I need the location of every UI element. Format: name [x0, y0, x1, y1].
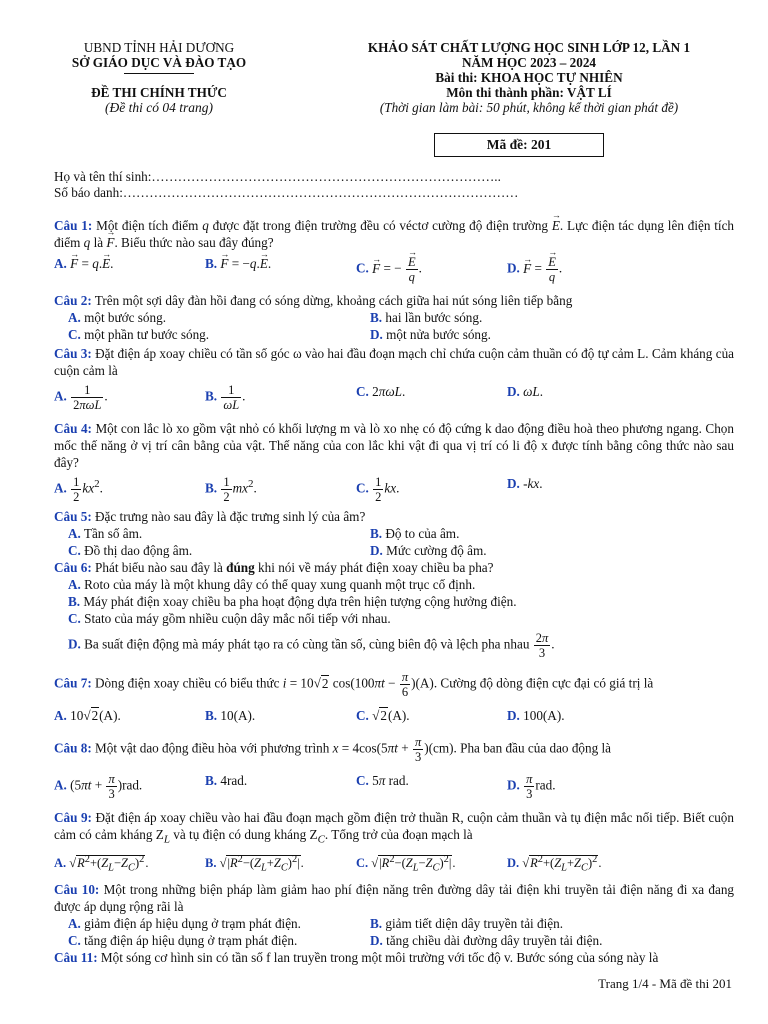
question-number: Câu 6:	[54, 560, 92, 575]
answer-b[interactable]: B. Máy phát điện xoay chiều ba pha hoạt động dựa trên hiện tượng cộng hưởng điện.	[68, 594, 517, 609]
candidate-name-line: Họ và tên thí sinh:……………………………………………………………………..	[54, 169, 501, 184]
answer-b[interactable]: B. 10(A).	[205, 708, 256, 723]
answer-row	[54, 915, 734, 932]
answer-a[interactable]: A. $\frac{1}{2}$ $kx^2$.	[54, 475, 103, 504]
header-right	[324, 40, 734, 115]
question-number: Câu 1:	[54, 218, 93, 233]
answer-c[interactable]: C. tăng điện áp hiệu dụng ở trạm phát điện.	[68, 933, 298, 949]
time-note: (Thời gian làm bài: 50 phút, không kể thời gian phát đề)	[379, 100, 679, 115]
page-footer: Trang 1/4 - Mã đề thi 201	[598, 976, 732, 991]
answer-c[interactable]: C. 5π rad.	[356, 773, 409, 788]
answer-d[interactable]: D. -kx.	[507, 476, 543, 491]
component-subject: Môn thi thành phần: VẬT LÍ	[446, 85, 612, 100]
answer-a[interactable]: A. 10√2(A).	[54, 708, 121, 723]
answer-c[interactable]: C. √2(A).	[356, 708, 410, 723]
question-text: . Tổng trở của đoạn mạch là	[324, 827, 473, 842]
answer-c[interactable]: C. Đồ thị dao động âm.	[68, 543, 193, 558]
emphasis: đúng	[226, 560, 255, 575]
province-line: UBND TỈNH HẢI DƯƠNG	[83, 40, 235, 55]
answer-row	[54, 309, 734, 326]
school-year: NĂM HỌC 2023 – 2024	[461, 55, 597, 70]
answer-row	[54, 326, 734, 343]
question-2	[54, 292, 734, 309]
question-text: Đặt điện áp xoay chiều có tần số góc ω vào hai đầu đoạn mạch chỉ chứa cuộn cảm thuần có độ tự cảm L. Cảm kháng của cuộn cảm là	[54, 346, 735, 378]
question-text: Phát biểu nào sau đây là	[95, 560, 223, 575]
question-10	[54, 881, 734, 915]
answer-row	[54, 932, 734, 949]
answer-c[interactable]: C. 2πωL.	[356, 384, 406, 399]
vector-f: → F	[106, 234, 114, 251]
exam-subject: Bài thi: KHOA HỌC TỰ NHIÊN	[435, 70, 623, 85]
answer-d[interactable]: D. Ba suất điện động mà máy phát tạo ra có cùng tần số, cùng biên độ và lệch pha nhau $\frac{2\pi}{3}$ .	[68, 631, 555, 660]
department-line: SỞ GIÁO DỤC VÀ ĐÀO TẠO	[71, 55, 247, 70]
answer-row	[54, 475, 734, 504]
candidate-info	[54, 169, 734, 201]
question-number: Câu 3:	[54, 346, 92, 361]
answer-a[interactable]: A. → F = q.→ E.	[54, 255, 205, 284]
answer-row	[54, 707, 734, 725]
question-number: Câu 8:	[54, 740, 92, 756]
question-text: . Biểu thức nào sau đây đúng?	[114, 235, 274, 250]
question-number: Câu 9:	[54, 810, 92, 825]
answer-b[interactable]: B. $√|R^2-(Z_L+Z_C)^2|$.	[205, 853, 304, 874]
answer-b[interactable]: B. $\frac{1}{\omega L}$ .	[205, 383, 246, 412]
question-text: Một điện tích điểm	[96, 218, 199, 233]
answer-d[interactable]: D. ωL.	[507, 384, 544, 399]
question-4	[54, 420, 734, 471]
header-left	[54, 40, 264, 115]
exam-page	[54, 40, 734, 966]
question-text: và tụ điện có dung kháng Z	[173, 827, 318, 842]
exam-title: KHẢO SÁT CHẤT LƯỢNG HỌC SINH LỚP 12, LẦN 1	[367, 40, 691, 55]
answer-c[interactable]: C. → F = − → $\frac{E}{q}$ .	[356, 255, 507, 284]
question-text: được đặt trong điện trường đều có véctơ cường độ điện trường	[212, 218, 549, 233]
exam-header	[54, 40, 734, 115]
answer-d[interactable]: D. $\frac{\pi}{3}$ rad.	[507, 772, 556, 801]
question-text: Dòng điện xoay chiều có biểu thức	[95, 675, 280, 691]
exam-code-box: Mã đề: 201	[434, 133, 604, 157]
question-text: Đặt điện áp xoay chiều vào hai đầu đoạn mạch gồm điện trở thuần R, cuộn cảm thuần và tụ điện mắc nối tiếp. Biết cuộn cảm có cảm kháng Z	[54, 810, 734, 842]
answer-a[interactable]: A. Tần số âm.	[68, 526, 143, 541]
question-3	[54, 345, 734, 379]
official-exam-label: ĐỀ THI CHÍNH THỨC	[91, 85, 227, 100]
question-number: Câu 10:	[54, 882, 100, 898]
question-text: Đặc trưng nào sau đây là đặc trưng sinh lý của âm?	[95, 509, 366, 524]
page-count-note: (Đề thi có 04 trang)	[105, 100, 213, 115]
answer-c[interactable]: C. $√|R^2-(Z_L-Z_C)^2|$.	[356, 853, 456, 874]
question-text: . Cường độ dòng điện cực đại có giá trị là	[433, 675, 654, 691]
answer-row	[54, 383, 734, 412]
question-text: Một vật dao động điều hòa với phương trình	[95, 740, 330, 756]
question-number: Câu 5:	[54, 509, 92, 524]
question-text: Một sóng cơ hình sin có tần số f lan truyền trong một môi trường với tốc độ v. Bước sóng của sóng này là	[100, 950, 659, 966]
answer-b[interactable]: B. Độ to của âm.	[370, 526, 460, 541]
question-text: . Pha ban đầu của dao động là	[453, 740, 612, 756]
question-text: Trên một sợi dây đàn hồi đang có sóng dừng, khoảng cách giữa hai nút sóng liên tiếp bằng	[94, 293, 573, 308]
answer-d[interactable]: D. 100(A).	[507, 708, 565, 723]
symbol: q	[83, 235, 91, 250]
question-number: Câu 7:	[54, 675, 92, 691]
answer-a[interactable]: A. một bước sóng.	[68, 310, 167, 325]
question-number: Câu 11:	[54, 950, 98, 966]
answer-b[interactable]: B. → F = −q.→ E.	[205, 255, 356, 284]
answer-row	[54, 525, 734, 542]
answer-b[interactable]: B. $\frac{1}{2}$ $mx^2$.	[205, 475, 257, 504]
answer-row	[54, 772, 734, 801]
symbol: q	[202, 218, 209, 233]
answer-row	[54, 542, 734, 559]
answer-d[interactable]: D. → F = → $\frac{E}{q}$ .	[507, 255, 658, 284]
answer-c[interactable]: C. Stato của máy gồm nhiều cuộn dây mắc nối tiếp với nhau.	[68, 611, 391, 626]
question-text: Một trong những biện pháp làm giảm hao phí điện năng trên đường dây tải điện khi truyền tải điện năng đi xa đang được áp dụng rộng rãi là	[54, 882, 735, 915]
answer-a[interactable]: A. giảm điện áp hiệu dụng ở trạm phát điện.	[68, 916, 301, 932]
question-text: Một con lắc lò xo gồm vật nhỏ có khối lượng m và lò xo nhẹ có độ cứng k dao động điều hoà theo phương ngang. Chọn mốc thế năng ở vị trí cân bằng của vật. Thế năng của con lắc khi vật đi qua vị trí có li độ x được tính bằng công thức nào sau đây?	[54, 421, 734, 470]
question-5	[54, 508, 734, 525]
answer-a[interactable]: A. (5πt + $\frac{\pi}{3}$ )rad.	[54, 772, 143, 801]
question-11	[54, 949, 734, 966]
answer-c[interactable]: C. $\frac{1}{2}$ kx.	[356, 475, 400, 504]
question-number: Câu 2:	[54, 293, 92, 308]
answer-b[interactable]: B. hai lần bước sóng.	[370, 310, 483, 325]
answer-b[interactable]: B. giảm tiết diện dây truyền tải điện.	[370, 916, 564, 932]
answer-row	[54, 851, 734, 878]
answer-b[interactable]: B. 4rad.	[205, 773, 248, 788]
answer-a[interactable]: A. Roto của máy là một khung dây có thể quay xung quanh một trục cố định.	[68, 577, 476, 592]
answer-a[interactable]: A. $√R^2+(Z_L-Z_C)^2$.	[54, 853, 149, 874]
answer-d[interactable]: D. một nửa bước sóng.	[370, 327, 491, 342]
question-7: Câu 7: Dòng điện xoay chiều có biểu thức i = 10√2 cos(100πt − $\frac{\pi}{6}$ )(A). Cường độ dòng điện cực đại có giá trị là	[54, 670, 654, 699]
question-text: . Lực điện tác dụng lên điện tích điểm	[54, 218, 735, 250]
question-text: là	[93, 235, 104, 250]
question-text: khi nói về máy phát điện xoay chiều ba pha?	[258, 560, 494, 575]
answer-a[interactable]: A. $\frac{1}{\text{2πωL}}$ .	[54, 383, 108, 412]
answer-d[interactable]: D. Mức cường độ âm.	[370, 543, 487, 558]
vector-e: → E	[552, 217, 560, 234]
answer-d[interactable]: D. tăng chiều dài đường dây truyền tải điện.	[370, 933, 603, 949]
question-8: Câu 8: Một vật dao động điều hòa với phương trình x = 4cos(5πt + $\frac{\pi}{3}$ )(cm). Pha ban đầu của dao động là	[54, 735, 612, 764]
answer-row	[54, 255, 734, 284]
divider	[124, 73, 194, 74]
question-1	[54, 217, 734, 251]
question-6	[54, 559, 734, 576]
question-number: Câu 4:	[54, 421, 92, 436]
answer-d[interactable]: D. $√R^2+(Z_L+Z_C)^2$.	[507, 853, 602, 874]
candidate-id-line: Số báo danh:………………………………………………………………………………	[54, 185, 519, 200]
question-9: Câu 9: Đặt điện áp xoay chiều vào hai đầu đoạn mạch gồm điện trở thuần R, cuộn cảm thuần và tụ điện mắc nối tiếp. Biết cuộn cảm có cảm kháng $Z_L$ và tụ điện có dung kháng $Z_C$. Tổng trở của đoạn mạch là	[54, 810, 734, 846]
answer-c[interactable]: C. một phần tư bước sóng.	[68, 327, 210, 342]
